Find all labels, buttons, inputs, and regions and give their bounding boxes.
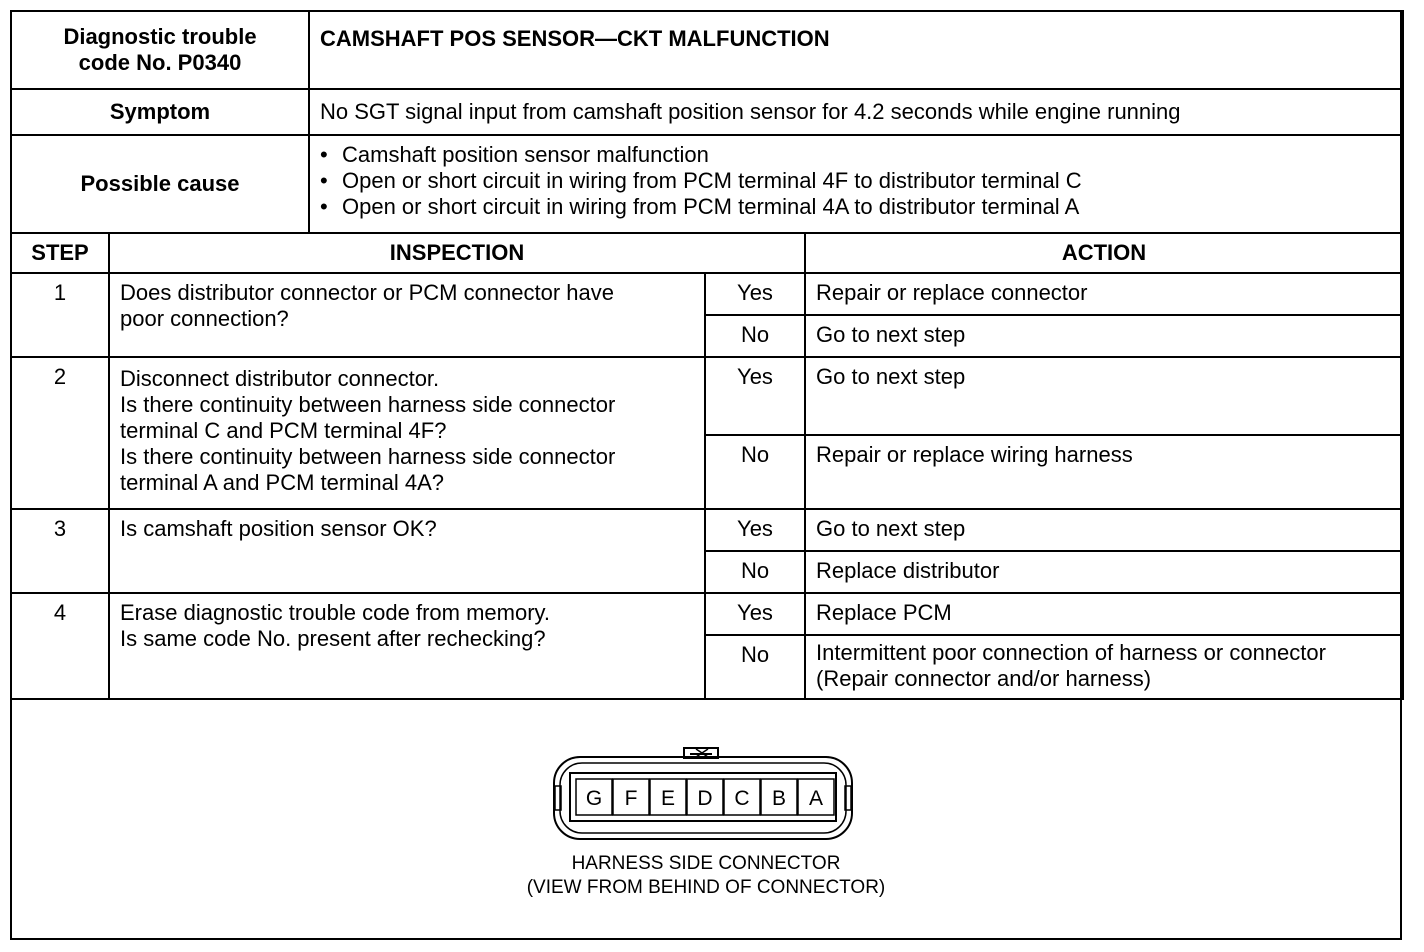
inspection-line: Is camshaft position sensor OK? — [120, 516, 437, 541]
step-number — [11, 273, 109, 357]
action-line: Repair or replace connector — [816, 280, 1088, 305]
caption-line: HARNESS SIDE CONNECTOR — [571, 853, 841, 874]
inspection-line: Does distributor connector or PCM connector have — [120, 280, 615, 305]
inspection-line: Is there continuity between harness side connector — [120, 444, 616, 469]
no-label — [705, 635, 805, 699]
terminal-g — [576, 779, 612, 815]
dtc-title: CAMSHAFT POS SENSOR—CKT MALFUNCTION — [320, 26, 830, 51]
step-inspection — [109, 593, 705, 699]
inspection-line: Is there continuity between harness side connector — [120, 392, 616, 417]
no-label — [705, 315, 805, 357]
step-number-text: 4 — [53, 600, 67, 625]
terminal-label: E — [660, 787, 676, 810]
step-number — [11, 593, 109, 699]
diagnostic-sheet — [10, 10, 1402, 940]
no-action — [805, 315, 1403, 357]
inspection-line: terminal C and PCM terminal 4F? — [120, 418, 447, 443]
step-column-header — [11, 233, 109, 273]
action-line: Go to next step — [816, 516, 966, 541]
terminal-label: D — [697, 787, 713, 810]
action-line: Repair or replace wiring harness — [816, 442, 1133, 467]
no-action — [805, 635, 1403, 699]
step-row — [11, 273, 1403, 315]
connector-caption — [12, 852, 1400, 900]
yes-action — [805, 357, 1403, 435]
step-row — [11, 593, 1403, 635]
step-number — [11, 509, 109, 593]
no-label-text: No — [740, 558, 770, 583]
trouble-code-label — [11, 11, 309, 89]
action-line: Replace distributor — [816, 558, 1000, 583]
yes-label-text: Yes — [737, 516, 773, 541]
no-label — [705, 551, 805, 593]
no-label-text: No — [740, 642, 770, 667]
step-inspection — [109, 273, 705, 357]
trouble-code-text: Diagnostic trouble code No. P0340 — [63, 24, 257, 75]
yes-label — [705, 357, 805, 435]
terminal-d — [687, 779, 723, 815]
terminal-label: B — [771, 787, 787, 810]
yes-label-text: Yes — [737, 280, 773, 305]
no-action — [805, 551, 1403, 593]
possible-cause-cell — [309, 135, 1403, 233]
step-number-text: 1 — [53, 280, 67, 305]
yes-action — [805, 273, 1403, 315]
inspection-line: terminal A and PCM terminal 4A? — [120, 470, 445, 495]
symptom-label-cell — [11, 89, 309, 135]
terminal-e — [650, 779, 686, 815]
terminal-label: G — [585, 787, 603, 810]
step-inspection — [109, 509, 705, 593]
yes-action — [805, 593, 1403, 635]
action-line: Intermittent poor connection of harness or connector — [816, 640, 1326, 665]
possible-cause-list — [320, 142, 1392, 220]
possible-cause-label: Possible cause — [80, 171, 240, 196]
inspection-line: poor connection? — [120, 306, 289, 331]
inspection-line: Erase diagnostic trouble code from memory. — [120, 600, 550, 625]
possible-cause-label-cell — [11, 135, 309, 233]
dtc-title-cell — [309, 11, 1403, 89]
connector-diagram — [12, 702, 1400, 852]
step-row — [11, 509, 1403, 551]
step-inspection — [109, 357, 705, 509]
possible-cause-item: • Open or short circuit in wiring from PCM terminal 4A to distributor terminal A — [320, 194, 1392, 220]
terminal-label: A — [808, 787, 824, 810]
inspection-header-text: INSPECTION — [389, 240, 525, 265]
terminal-f — [613, 779, 649, 815]
action-line: Go to next step — [816, 364, 966, 389]
no-label-text: No — [740, 442, 770, 467]
terminal-label: F — [624, 787, 638, 810]
yes-label-text: Yes — [737, 600, 773, 625]
caption-line: (VIEW FROM BEHIND OF CONNECTOR) — [526, 877, 886, 898]
yes-action — [805, 509, 1403, 551]
symptom-label: Symptom — [109, 99, 211, 124]
action-header-text: ACTION — [1061, 240, 1147, 265]
possible-cause-item: • Open or short circuit in wiring from PCM terminal 4F to distributor terminal C — [320, 168, 1392, 194]
step-number-text: 3 — [53, 516, 67, 541]
step-number — [11, 357, 109, 509]
inspection-column-header — [109, 233, 805, 273]
terminal-label: C — [734, 787, 750, 810]
terminal-a — [798, 779, 834, 815]
diagnostic-table — [10, 10, 1404, 700]
action-line: Go to next step — [816, 322, 966, 347]
yes-label — [705, 509, 805, 551]
step-row — [11, 357, 1403, 435]
action-line: Replace PCM — [816, 600, 952, 625]
inspection-line: Disconnect distributor connector. — [120, 366, 440, 391]
action-column-header — [805, 233, 1403, 273]
no-label — [705, 435, 805, 509]
symptom-text-cell — [309, 89, 1403, 135]
symptom-text: No SGT signal input from camshaft position sensor for 4.2 seconds while engine running — [320, 99, 1181, 124]
terminal-group — [576, 779, 834, 815]
terminal-b — [761, 779, 797, 815]
no-label-text: No — [740, 322, 770, 347]
yes-label — [705, 273, 805, 315]
no-action — [805, 435, 1403, 509]
action-line: (Repair connector and/or harness) — [816, 666, 1152, 691]
yes-label — [705, 593, 805, 635]
inspection-line: Is same code No. present after rechecking? — [120, 626, 546, 651]
terminal-c — [724, 779, 760, 815]
connector-figure — [12, 702, 1400, 938]
possible-cause-item: • Camshaft position sensor malfunction — [320, 142, 1392, 168]
yes-label-text: Yes — [737, 364, 773, 389]
step-header-text: STEP — [31, 240, 89, 265]
step-number-text: 2 — [53, 364, 67, 389]
